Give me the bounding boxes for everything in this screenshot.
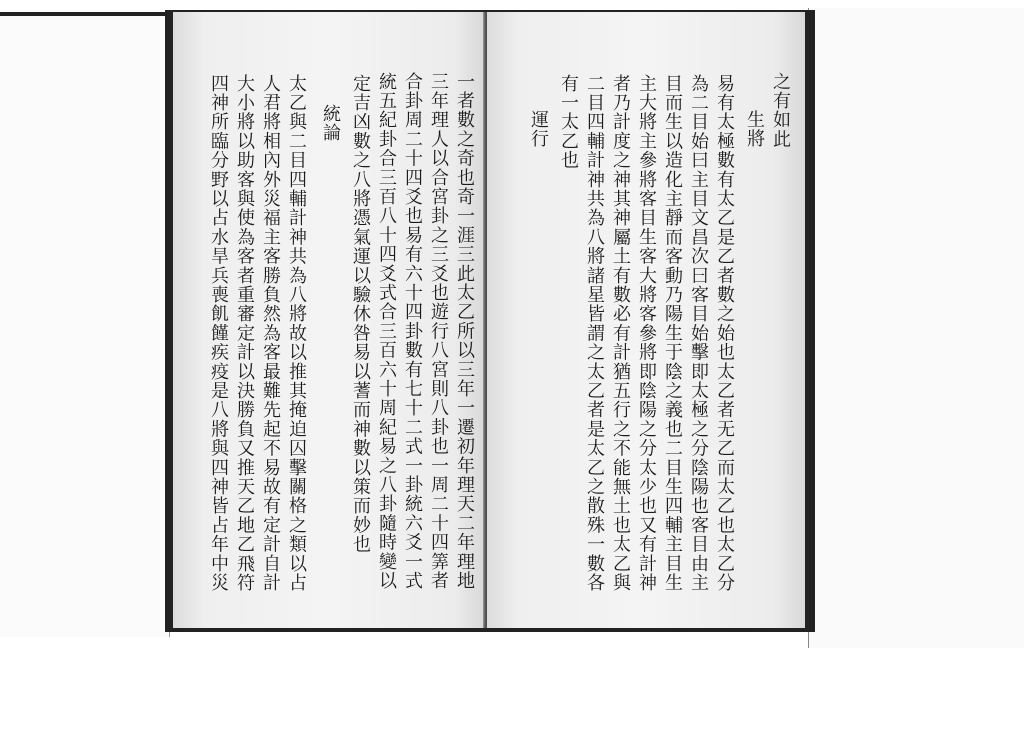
section-heading-tonglun: 統論	[320, 104, 341, 143]
left-col-4: 統五紀卦合三百八十四爻式合三百六十周紀易之八卦隨時變以	[376, 72, 397, 591]
open-book	[165, 10, 815, 632]
right-col-5: 目而生以造化主靜而客動乃陽生于陰之義也二目生四輔主目生	[662, 74, 683, 593]
left-col-7: 太乙與二目四輔計神共為八將故以推其掩迫囚擊關格之類以占	[286, 74, 307, 593]
right-col-1: 之有如此	[770, 72, 791, 149]
right-col-7: 者乃計度之神其神屬土有數必有計猶五行之不能無土也太乙與	[610, 74, 631, 593]
section-heading-yunxing: 運行	[528, 110, 549, 149]
right-page	[487, 12, 805, 628]
left-col-10: 四神所臨分野以占水旱兵喪飢饉疾疫是八將與四神皆占年中災	[208, 74, 229, 593]
right-col-6: 主大將主參將客目生客大將客參將即陰陽之分太少也又有計神	[636, 74, 657, 593]
left-col-1: 一者數之奇也奇一涯三此太乙所以三年一遷初年理天二年理地	[454, 72, 475, 591]
left-page	[173, 12, 485, 628]
left-col-8: 人君將相內外災福主客勝負然為客最難先起不易故有定計自計	[260, 74, 281, 593]
right-col-3: 易有太極數有太乙是乙者數之始也太乙者无乙而太乙也太乙分	[714, 74, 735, 593]
left-col-2: 三年理人以合宮卦之三爻也遊行八宮則八卦也一周二十四筭者	[428, 72, 449, 591]
left-col-9: 大小將以助客與使為客者重審定計以決勝負又推天乙地乙飛符	[234, 74, 255, 593]
adjacent-page-right	[808, 8, 1024, 648]
right-col-8: 二目四輔計神共為八將諸星皆謂之太乙者是太乙之散殊一數各	[584, 74, 605, 593]
section-heading-shengjiang: 生將	[744, 110, 765, 149]
right-col-9: 有一太乙也	[558, 74, 579, 170]
right-col-4: 為二目始曰主目文昌次曰客目始擊即太極之分陰陽也客目由主	[688, 74, 709, 593]
left-col-3: 合卦周二十四爻也易有六十四卦數有七十二式一卦統六爻一式	[402, 72, 423, 591]
left-col-5: 定吉凶數之八將憑氣運以驗休咎易以蓍而神數以策而妙也	[350, 74, 371, 554]
adjacent-page-left	[0, 12, 170, 637]
